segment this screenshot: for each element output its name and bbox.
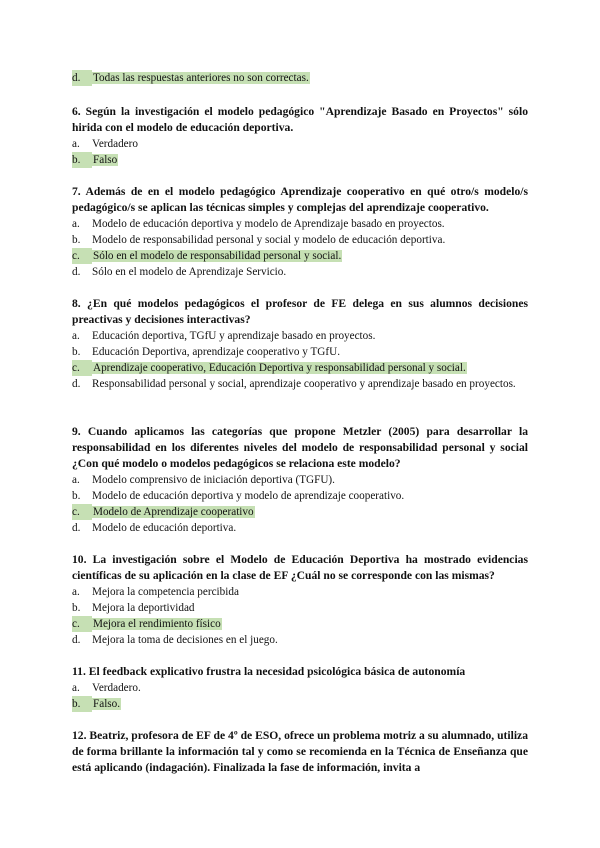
option-letter: c.: [72, 248, 92, 264]
option-c: [72, 616, 528, 632]
option-text: Sólo en el modelo de Aprendizaje Servicio.: [92, 266, 287, 278]
option-b: [72, 152, 528, 168]
option-letter: b.: [72, 152, 92, 168]
option-a: [72, 680, 528, 696]
question-6: [72, 104, 528, 168]
option-text: Mejora el rendimiento físico: [93, 618, 221, 630]
options-list: [72, 472, 528, 536]
option-d: [72, 632, 528, 648]
option-b: [72, 696, 528, 712]
question-text: 10. La investigación sobre el Modelo de Educación Deportiva ha mostrado evidencias científicas de su aplicación en la clase de EF ¿Cuál no se corresponde con las mismas?: [72, 553, 528, 582]
question-text: 6. Según la investigación el modelo pedagógico "Aprendizaje Basado en Proyectos" sólo hirida con el modelo de educación deportiva.: [72, 105, 528, 134]
option-letter: d.: [72, 634, 81, 646]
option-text: Mejora la competencia percibida: [92, 586, 239, 598]
option-b: [72, 232, 528, 248]
prev-question-options: [72, 70, 528, 86]
option-text: Mejora la toma de decisiones en el juego.: [92, 634, 278, 646]
option-text: Educación Deportiva, aprendizaje cooperativo y TGfU.: [92, 346, 340, 358]
options-list: [72, 328, 528, 392]
option-text: Modelo de educación deportiva y modelo de Aprendizaje basado en proyectos.: [92, 218, 445, 230]
option-letter: a.: [72, 330, 80, 342]
question-text: 9. Cuando aplicamos las categorías que propone Metzler (2005) para desarrollar la responsabilidad en los diferentes niveles del modelo de responsabilidad personal y social ¿Con qué modelo o modelos pedagógicos se relaciona este modelo?: [72, 425, 528, 470]
question-text: 8. ¿En qué modelos pedagógicos el profesor de FE delega en sus alumnos decisiones preactivas y decisiones interactivas?: [72, 297, 528, 326]
option-c: [72, 248, 528, 264]
options-list: [72, 216, 528, 280]
options-list: [72, 584, 528, 648]
option-text: Verdadero.: [92, 682, 141, 694]
question-10: [72, 552, 528, 648]
option-letter: c.: [72, 504, 92, 520]
option-text: Falso.: [93, 698, 121, 710]
option-letter: b.: [72, 346, 81, 358]
option-d: [72, 520, 528, 536]
option-b: [72, 344, 528, 360]
option-text: Modelo de Aprendizaje cooperativo: [93, 506, 254, 518]
option-c: [72, 360, 528, 376]
option-letter: a.: [72, 138, 80, 150]
option-text: Mejora la deportividad: [92, 602, 195, 614]
option-text: Modelo de educación deportiva y modelo de aprendizaje cooperativo.: [92, 490, 405, 502]
option-text: Verdadero: [92, 138, 138, 150]
option-text: Modelo comprensivo de iniciación deportiva (TGFU).: [92, 474, 335, 486]
option-d: [72, 264, 528, 280]
option-text: Educación deportiva, TGfU y aprendizaje basado en proyectos.: [92, 330, 376, 342]
option-letter: b.: [72, 602, 81, 614]
option-text: Modelo de responsabilidad personal y social y modelo de educación deportiva.: [92, 234, 446, 246]
option-a: [72, 136, 528, 152]
option-a: [72, 472, 528, 488]
option-letter: a.: [72, 682, 80, 694]
option-d: [72, 376, 528, 392]
question-9: [72, 424, 528, 536]
option-c: [72, 504, 528, 520]
option-letter: b.: [72, 234, 81, 246]
question-text: 12. Beatriz, profesora de EF de 4º de ESO, ofrece un problema motriz a su alumnado, utiliza de forma brillante la información tal y como se recomienda en la Técnica de Enseñanza que está aplicando (indagación). Finalizada la fase de información, invita a: [72, 729, 528, 774]
option-letter: b.: [72, 696, 92, 712]
question-text: 7. Además de en el modelo pedagógico Aprendizaje cooperativo en qué otro/s modelo/s pedagógico/s se aplican las técnicas simples y complejas del aprendizaje cooperativo.: [72, 185, 528, 214]
option-letter: d.: [72, 70, 92, 86]
option-letter: d.: [72, 522, 81, 534]
options-list: [72, 136, 528, 168]
option-text: Modelo de educación deportiva.: [92, 522, 237, 534]
options-list: [72, 680, 528, 712]
question-11: [72, 664, 528, 712]
option-letter: d.: [72, 378, 81, 390]
option-text: Todas las respuestas anteriores no son correctas.: [93, 72, 309, 84]
option-letter: d.: [72, 266, 81, 278]
option-text: Aprendizaje cooperativo, Educación Deportiva y responsabilidad personal y social.: [93, 362, 466, 374]
option-text: Responsabilidad personal y social, aprendizaje cooperativo y aprendizaje basado en proyectos.: [92, 378, 516, 390]
option-letter: a.: [72, 218, 80, 230]
option-letter: c.: [72, 360, 92, 376]
question-text: 11. El feedback explicativo frustra la necesidad psicológica básica de autonomía: [72, 665, 466, 678]
option-b: [72, 488, 528, 504]
question-7: [72, 184, 528, 280]
option-a: [72, 328, 528, 344]
option-a: [72, 584, 528, 600]
option-prev-d: [72, 70, 528, 86]
question-8: [72, 296, 528, 392]
option-text: Falso: [93, 154, 118, 166]
option-letter: c.: [72, 616, 92, 632]
option-b: [72, 600, 528, 616]
question-12: [72, 728, 528, 776]
option-text: Sólo en el modelo de responsabilidad personal y social.: [93, 250, 342, 262]
option-letter: a.: [72, 474, 80, 486]
option-a: [72, 216, 528, 232]
option-letter: b.: [72, 490, 81, 502]
option-letter: a.: [72, 586, 80, 598]
